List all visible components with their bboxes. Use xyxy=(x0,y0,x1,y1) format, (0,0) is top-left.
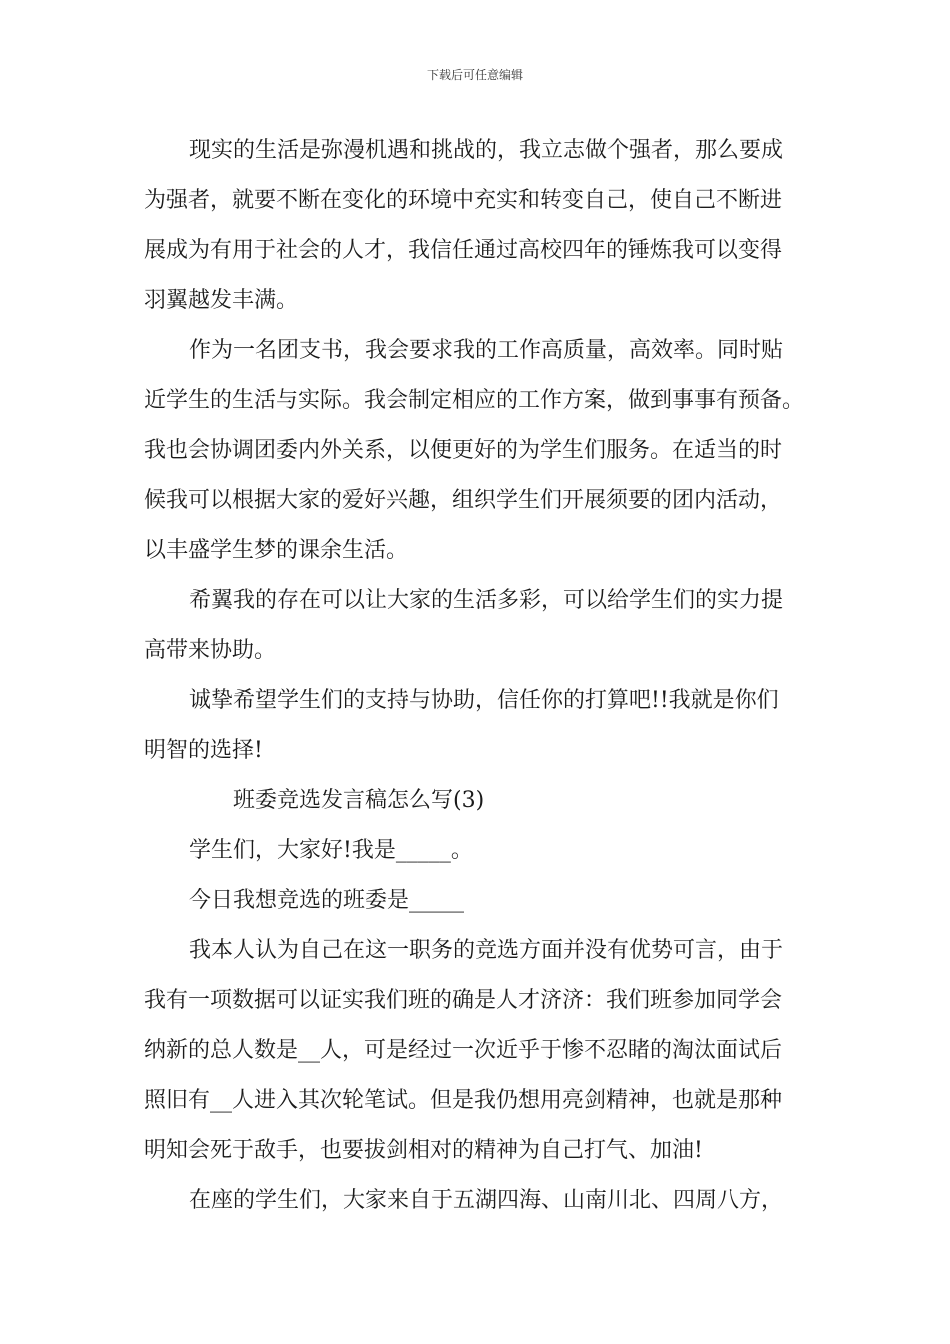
body-line: 我也会协调团委内外关系，以便更好的为学生们服务。在适当的时 xyxy=(144,438,783,463)
body-line: 高带来协助。 xyxy=(144,638,277,663)
body-line: 展成为有用于社会的人才，我信任通过高校四年的锤炼我可以变得 xyxy=(144,238,783,263)
section-heading: 班委竞选发言稿怎么写(3) xyxy=(233,788,485,813)
body-line: 希翼我的存在可以让大家的生活多彩，可以给学生们的实力提 xyxy=(189,588,784,613)
body-line: 我有一项数据可以证实我们班的确是人才济济：我们班参加同学会 xyxy=(144,988,783,1013)
body-line: 以丰盛学生梦的课余生活。 xyxy=(144,538,409,563)
body-line: 近学生的生活与实际。我会制定相应的工作方案，做到事事有预备。 xyxy=(144,388,805,413)
body-line: 现实的生活是弥漫机遇和挑战的，我立志做个强者，那么要成 xyxy=(189,138,784,163)
body-line: 学生们，大家好!我是_____。 xyxy=(189,838,473,863)
body-line: 诚挚希望学生们的支持与协助，信任你的打算吧!!我就是你们 xyxy=(189,688,779,713)
body-line: 作为一名团支书，我会要求我的工作高质量，高效率。同时贴 xyxy=(189,338,784,363)
body-line: 纳新的总人数是__人，可是经过一次近乎于惨不忍睹的淘汰面试后 xyxy=(144,1038,783,1063)
body-line: 在座的学生们，大家来自于五湖四海、山南川北、四周八方， xyxy=(189,1188,784,1213)
body-line: 候我可以根据大家的爱好兴趣，组织学生们开展须要的团内活动， xyxy=(144,488,783,513)
body-line: 今日我想竞选的班委是_____ xyxy=(189,888,465,913)
body-line: 我本人认为自己在这一职务的竞选方面并没有优势可言，由于 xyxy=(189,938,784,963)
page-header: 下载后可任意编辑 xyxy=(426,68,523,82)
body-line: 照旧有__人进入其次轮笔试。但是我仍想用亮剑精神，也就是那种 xyxy=(144,1088,783,1113)
body-line: 为强者，就要不断在变化的环境中充实和转变自己，使自己不断进 xyxy=(144,188,783,213)
body-line: 羽翼越发丰满。 xyxy=(144,288,299,313)
body-line: 明智的选择! xyxy=(144,738,263,763)
body-line: 明知会死于敌手，也要拔剑相对的精神为自己打气、加油! xyxy=(144,1138,703,1163)
